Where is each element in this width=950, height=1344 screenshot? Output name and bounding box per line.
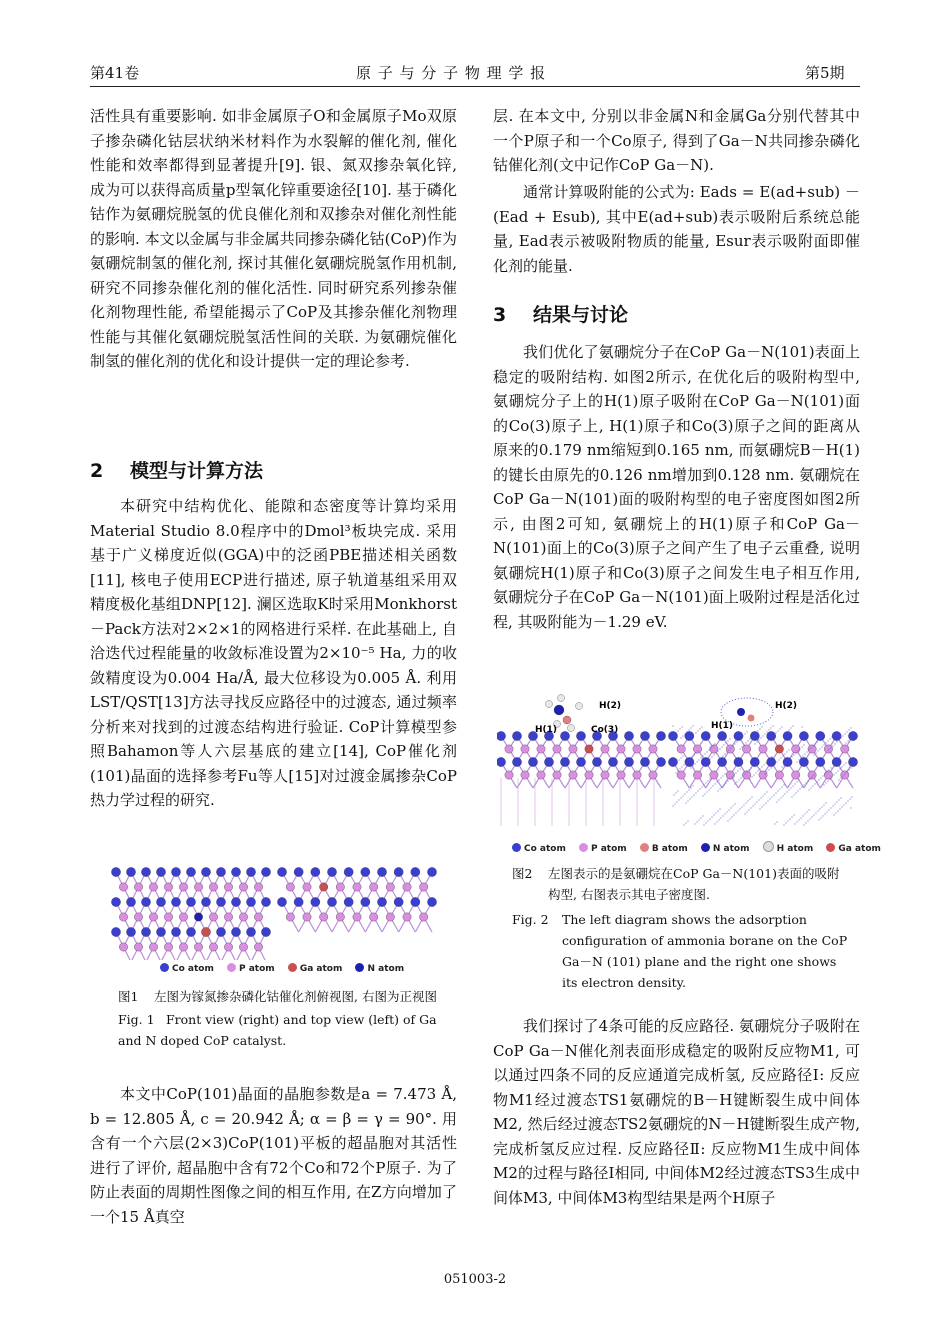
atom [261,867,270,876]
atom [411,897,420,906]
atom [377,897,386,906]
atom [775,771,783,779]
atom [427,897,436,906]
atom [808,745,816,753]
atom [353,913,361,921]
label-h1: H(1) [535,725,558,735]
atom [521,745,529,753]
atom [246,927,255,936]
atom [311,897,320,906]
atom [783,731,792,740]
paths-paragraph: 我们探讨了4条可能的反应路径. 氨硼烷分子吸附在CoP Ga－N催化剂表面形成稳定的吸附反应物M1, 可以通过四条不同的反应通道完成析氢, 反应路径Ⅰ: 反应物M1经过渡态TS1氨硼烷的B－H键断裂生成中间体M2, 然后经过渡态TS2氨硼烷的N－H键断裂生成产物, 完成析氢反应过程. 反应路径Ⅱ: 反应物M1生成中间体M2的过程与路径Ⅰ相同, 中间体M2经过渡态TS3生成中间体M3, 中间体M3构型结果是两个H原子 [493,1017,860,1207]
atom [512,757,521,766]
atom [521,771,529,779]
atom [693,771,701,779]
atom [239,913,247,921]
atom [427,867,436,876]
atom [179,913,187,921]
method-paragraph: 本研究中结构优化、能隙和态密度等计算均采用Material Studio 8.0程序中的Dmol³板块完成. 采用基于广义梯度近似(GGA)中的泛函PBE描述相关函数[11], 核电子使用ECP进行描述, 原子轨道基组采用双精度极化基组DNP[12]. 澜区选取K时采用Monkhorst－Pack方法对2×2×1的网格进行采样. 在此基础上, 自洽迭代过程能量的收敛标准设置为2×10⁻⁵ Ha, 力的收敛精度设为0.004 Ha/Å, 最大位移设为0.005 Å. 利用LST/QST[13]方法寻找反应路径中的过渡态, 通过频率分析来对找到的过渡态结构进行验证. CoP计算模型参照Bahamon等人六层基底的建立[14], CoP催化剂(101)晶面的选择参考Fu等人[15]对过渡金属掺杂CoP热力学过程的研究. [90,497,457,809]
atom [377,867,386,876]
atom [156,867,165,876]
atom [327,897,336,906]
atom [119,943,127,951]
atom [141,927,150,936]
doping-paragraph: 层. 在本文中, 分别以非金属N和金属Ga分别代替其中一个P原子和一个Co原子, 得到了Ga－N共同掺杂磷化钴催化剂(文中记作CoP Ga－N). [493,107,860,174]
atom [624,731,633,740]
atom [505,745,513,753]
atom [119,913,127,921]
atom [585,771,593,779]
atom [560,757,569,766]
atom-b [563,716,571,724]
atom [710,771,718,779]
fig1-legend [160,963,414,974]
atom-b [748,715,755,722]
atom [254,883,262,891]
atom [286,913,294,921]
atom [640,731,649,740]
atom [537,771,545,779]
atom [171,897,180,906]
atom [553,771,561,779]
atom [294,867,303,876]
atom [186,867,195,876]
fig2-left-structure [497,695,666,827]
atom [119,883,127,891]
atom [186,897,195,906]
atom [231,897,240,906]
atom [750,757,759,766]
atom [179,943,187,951]
atom [134,913,142,921]
atom [617,771,625,779]
atom [419,883,427,891]
atom [303,883,311,891]
atom [693,745,701,753]
fig1-left-structure [111,867,270,960]
atom [239,883,247,891]
atom [369,913,377,921]
atom [592,757,601,766]
atom [553,745,561,753]
atom [750,731,759,740]
atom [369,883,377,891]
atom [156,897,165,906]
atom [710,745,718,753]
atom [824,745,832,753]
atom [808,771,816,779]
atom [560,731,569,740]
atom [386,883,394,891]
atom [569,745,577,753]
atom [734,731,743,740]
atom [841,771,849,779]
atom [319,913,327,921]
atom [261,897,270,906]
atom [419,913,427,921]
atom [134,943,142,951]
atom [254,943,262,951]
atom [701,731,710,740]
atom [717,731,726,740]
atom [344,867,353,876]
atom [209,913,217,921]
atom [353,883,361,891]
page-number: 051003-2 [443,1272,507,1287]
atom [544,757,553,766]
atom [759,771,767,779]
atom [601,745,609,753]
atom [734,757,743,766]
atom [277,867,286,876]
atom [569,771,577,779]
atom [608,757,617,766]
atom [149,943,157,951]
atom [164,943,172,951]
atom [799,757,808,766]
atom [656,731,665,740]
atom [149,913,157,921]
atom [319,883,327,891]
atom [403,913,411,921]
atom [717,757,726,766]
atom [254,913,262,921]
label-h1-right: H(1) [711,721,734,731]
header-issue: 第5期 [805,64,845,82]
atom [224,943,232,951]
atom [231,867,240,876]
atom [759,745,767,753]
atom [327,867,336,876]
atom [624,757,633,766]
section-2-heading: 2 模型与计算方法 [90,460,264,482]
fig1-caption: 图1 左图为镓氮掺杂磷化钴催化剂俯视图, 右图为正视图 Fig. 1 Front view (right) and top view (left) of Ga and N doped CoP catalyst. [118,989,437,1048]
atom [792,745,800,753]
intro-paragraph: 活性具有重要影响. 如非金属原子O和金属原子Mo双原子掺杂磷化钴层状纳米材料作为水裂解的催化剂, 催化性能和效率都得到显著提升[9]. 银、氮双掺杂氧化锌, 成为可以获得高质量p型氧化锌重要途径[10]. 基于磷化钴作为氨硼烷脱氢的优良催化剂和双掺杂对催化剂性能的影响. 本文以金属与非金属共同掺杂磷化钴(CoP)作为氨硼烷制氢的催化剂, 探讨其催化氨硼烷脱氢作用机制, 研究不同掺杂催化剂的催化活性. 同时研究系列掺杂催化剂物理性能, 希望能揭示了CoP及其掺杂催化剂物理性能与其催化氨硼烷脱氢活性间的关联. 为氨硼烷催化制氢的催化剂的优化和设计提供一定的理论参考. [90,107,457,370]
atom-h [558,695,565,702]
fig2-legend: Co atom P atom B atom N atom H atom Ga atom [512,841,891,854]
atom [512,731,521,740]
atom [246,897,255,906]
atom [201,927,210,936]
atom [216,927,225,936]
atom [848,757,857,766]
atom [216,897,225,906]
header-journal: 原 子 与 分 子 物 理 学 报 [356,64,547,82]
atom [576,757,585,766]
atom-n [737,708,745,716]
cell-paragraph: 本文中CoP(101)晶面的晶胞参数是a = 7.473 Å, b = 12.805 Å, c = 20.942 Å; α = β = γ = 90°. 用含有一个六层(2×3)CoP(101)平板的超晶胞对其活性进行了评价, 超晶胞中含有72个Co和72个P原子. 为了防止表面的周期性图像之间的相互作用, 在Z方向增加了一个15 Å真空 [90,1085,457,1226]
atom [656,757,665,766]
atom [677,745,685,753]
atom [649,771,657,779]
label-co3: Co(3) [591,725,619,735]
fig2-right-density [668,698,857,826]
atom [336,913,344,921]
legend-co: Co atom [160,964,214,974]
atom-h [546,701,553,708]
atom [767,757,776,766]
atom [411,867,420,876]
atom [164,913,172,921]
label-h2: H(2) [599,701,622,711]
atom [134,883,142,891]
atom [816,731,825,740]
atom-h [568,725,575,732]
atom [394,867,403,876]
atom [585,745,593,753]
atom [179,883,187,891]
atom [111,867,120,876]
atom [171,867,180,876]
atom [497,757,506,766]
atom [186,927,195,936]
atom [528,757,537,766]
atom [224,883,232,891]
atom [677,771,685,779]
atom [576,731,585,740]
section-3-heading: 3 结果与讨论 [493,304,629,326]
legend-n: N atom [355,964,404,974]
atom [194,913,202,921]
atom [792,771,800,779]
atom [156,927,165,936]
atom [286,883,294,891]
atom-h [576,703,583,710]
atom [742,745,750,753]
atom [767,731,776,740]
atom [841,745,849,753]
figure-2 [497,686,859,828]
atom [201,897,210,906]
atom [141,867,150,876]
atom [209,883,217,891]
atom [505,771,513,779]
atom [126,867,135,876]
atom [239,943,247,951]
atom [294,897,303,906]
atom [537,745,545,753]
atom [194,943,202,951]
atom [303,913,311,921]
atom [111,897,120,906]
atom [633,771,641,779]
atom [601,771,609,779]
atom [126,897,135,906]
fig1-right-structure [277,867,436,932]
figure-1 [110,860,440,960]
atom [361,867,370,876]
atom [261,927,270,936]
atom [231,927,240,936]
atom [394,897,403,906]
atom [633,745,641,753]
legend-ga: Ga atom [288,964,343,974]
atom [209,943,217,951]
atom [824,771,832,779]
atom [386,913,394,921]
header-volume: 第41卷 [90,64,140,82]
atom [344,897,353,906]
fig2-caption: 图2 左图表示的是氨硼烷在CoP Ga－N(101)表面的吸附构型, 右图表示其电子密度图. Fig. 2 The left diagram shows the adsorption configuration of ammonia borane on the CoP Ga－N (101) plane and the right one shows its electron density. [512,866,848,990]
atom [497,731,506,740]
atom [832,757,841,766]
atom [775,745,783,753]
atom [216,867,225,876]
atom [685,731,694,740]
header-rule [90,86,860,87]
atom [111,927,120,936]
atom [311,867,320,876]
atom [701,757,710,766]
atom [246,867,255,876]
atom [149,883,157,891]
atom [617,745,625,753]
atom [171,927,180,936]
atom [201,867,210,876]
atom [816,757,825,766]
atom [726,771,734,779]
atom [799,731,808,740]
results-paragraph: 我们优化了氨硼烷分子在CoP Ga－N(101)表面上稳定的吸附结构. 如图2所示, 在优化后的吸附构型中, 氨硼烷分子上的H(1)原子吸附在CoP Ga－N(101)面的Co(3)原子上, H(1)原子和Co(3)原子之间的距离从原来的0.179 nm缩短到0.165 nm, 而氨硼烷B－H(1)的键长由原先的0.126 nm增加到0.128 nm. 氨硼烷在CoP Ga－N(101)面的吸附构型的电子密度图如图2所示, 由图2可知, 氨硼烷上的H(1)原子和CoP Ga－N(101)面上的Co(3)原子之间产生了电子云重叠, 说明氨硼烷H(1)原子和Co(3)原子之间发生电子相互作用, 氨硼烷分子在CoP Ga－N(101)面上吸附过程是活化过程, 其吸附能为－1.29 eV. [493,343,860,631]
atom [194,883,202,891]
atom [126,927,135,936]
atom [640,757,649,766]
atom [224,913,232,921]
atom [141,897,150,906]
legend-p: P atom [227,964,275,974]
atom [164,883,172,891]
atom [336,883,344,891]
atom-n [554,705,564,715]
atom [668,757,677,766]
atom [361,897,370,906]
label-h2-right: H(2) [775,701,798,711]
atom [649,745,657,753]
atom [277,897,286,906]
formula-paragraph: 通常计算吸附能的公式为: Eads = E(ad+sub) － (Ead + Esub), 其中E(ad+sub)表示吸附后系统总能量, Ead表示被吸附物质的能量, Esur表示吸附面即催化剂的能量. [493,183,860,275]
atom [403,883,411,891]
